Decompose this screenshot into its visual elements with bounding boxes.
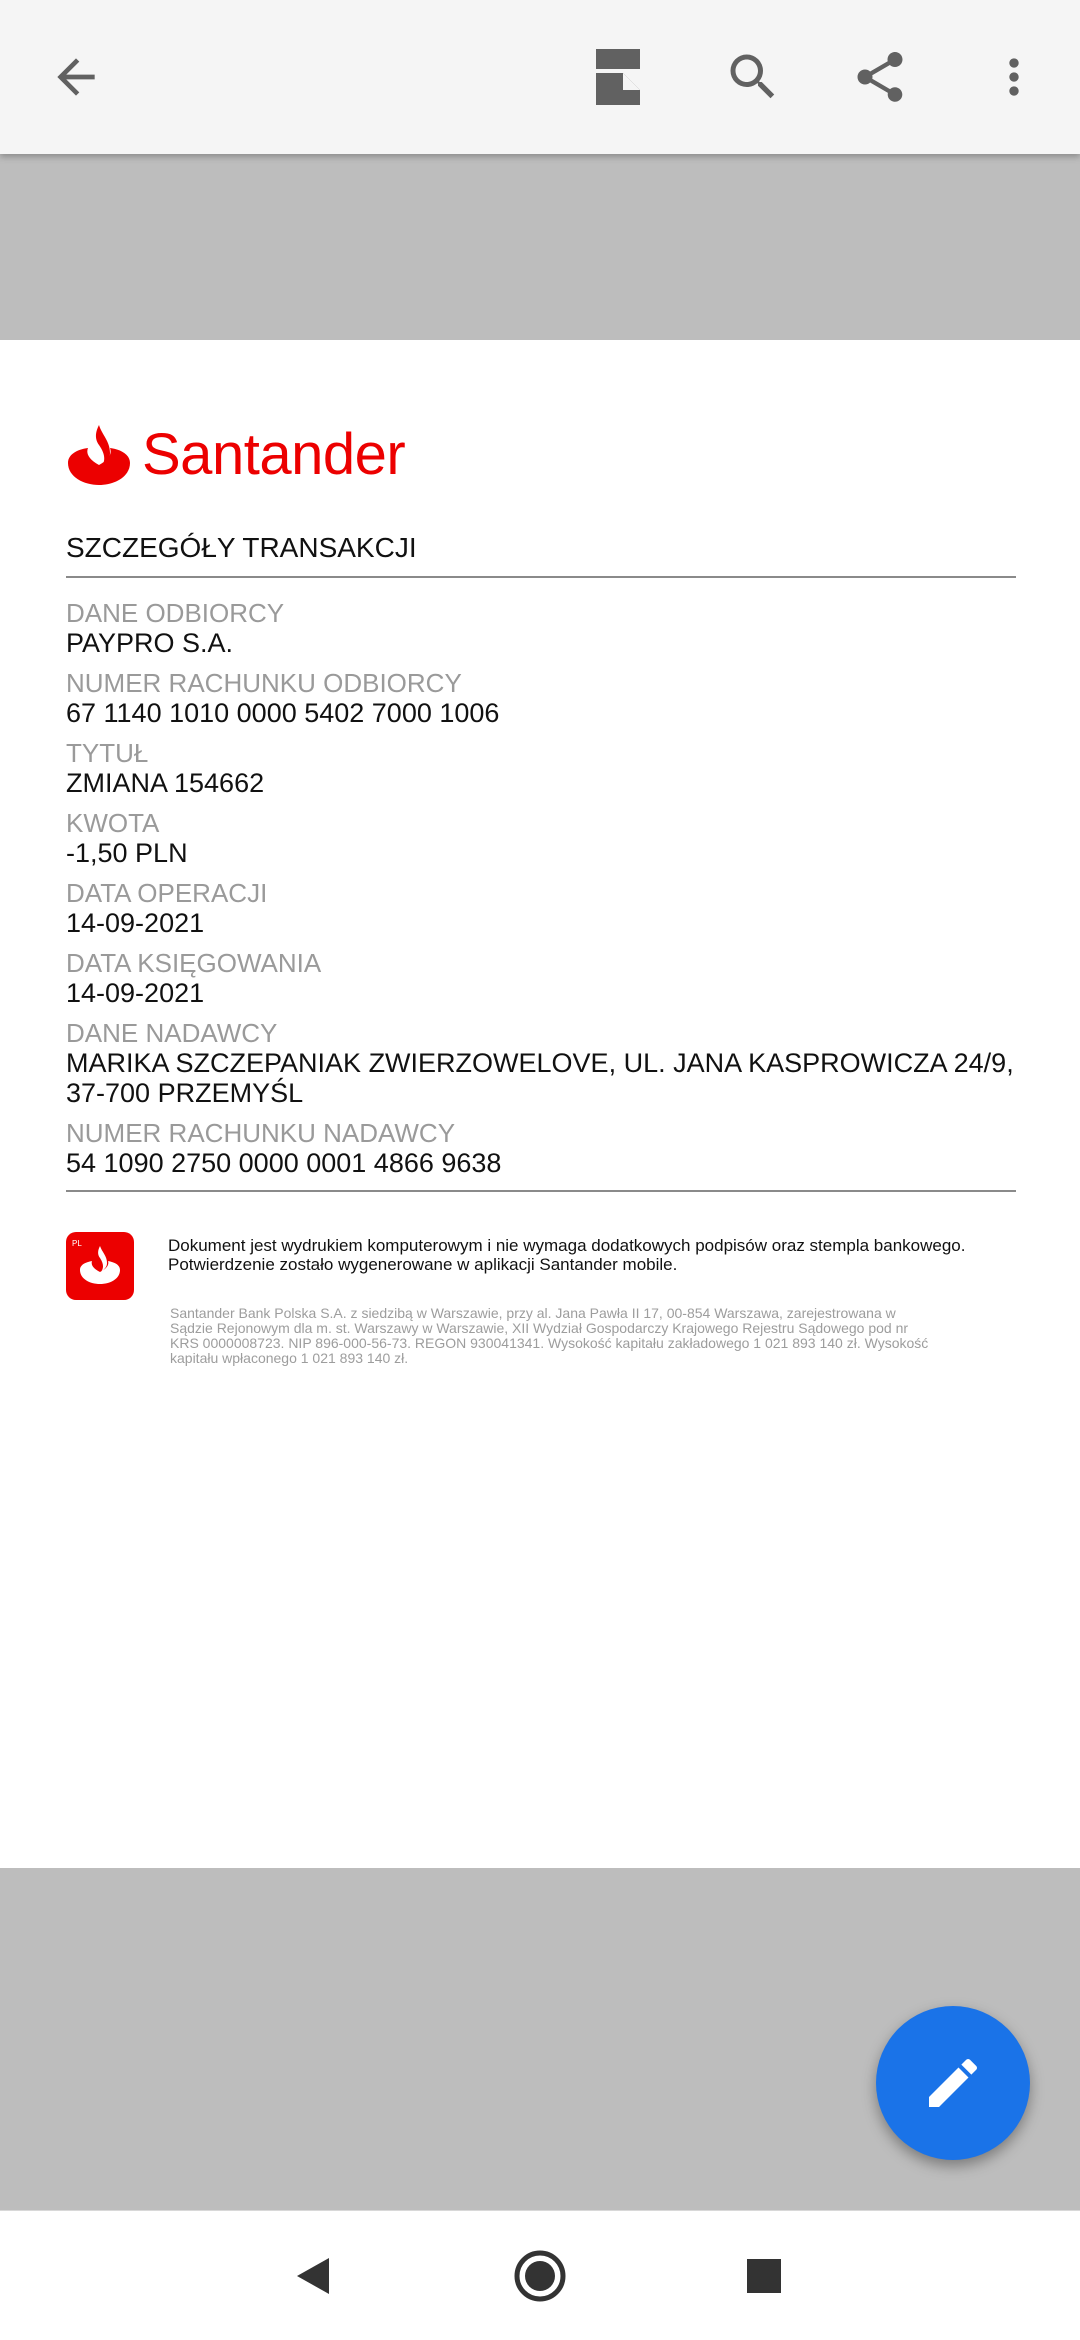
field-value: MARIKA SZCZEPANIAK ZWIERZOWELOVE, UL. JANA KASPROWICZA 24/9, 37-700 PRZEMYŚL xyxy=(66,1048,1014,1108)
field-label: DATA OPERACJI xyxy=(66,878,268,908)
field-recipient xyxy=(66,598,1016,658)
nav-back-button[interactable] xyxy=(273,2236,353,2316)
field-value: 14-09-2021 xyxy=(66,908,205,938)
search-icon[interactable] xyxy=(713,37,793,117)
section-title: SZCZEGÓŁY TRANSAKCJI xyxy=(66,532,1016,578)
field-label: TYTUŁ xyxy=(66,738,149,768)
edit-pencil-icon xyxy=(921,2051,985,2115)
field-recipient-account xyxy=(66,668,1016,728)
field-label: DATA KSIĘGOWANIA xyxy=(66,948,322,978)
app-badge-label: PL xyxy=(72,1239,82,1248)
nav-recents-square-icon xyxy=(746,2258,782,2294)
nav-home-button[interactable] xyxy=(500,2236,580,2316)
nav-recents-button[interactable] xyxy=(724,2236,804,2316)
field-amount xyxy=(66,808,1016,868)
santander-logo xyxy=(66,420,405,490)
edit-fab-button[interactable] xyxy=(876,2006,1030,2160)
field-value: PAYPRO S.A. xyxy=(66,628,234,658)
field-title xyxy=(66,738,1016,798)
field-label: NUMER RACHUNKU ODBIORCY xyxy=(66,668,462,698)
field-value: 14-09-2021 xyxy=(66,978,205,1008)
legal-footer-text: Santander Bank Polska S.A. z siedzibą w Warszawie, przy al. Jana Pawła II 17, 00-854 Warszawa, zarejestrowana w Sądzie Rejonowym dla m. st. Warszawy w Warszawie, XII Wydział Gospodarczy Krajowego Rejestru Sądowego pod nr KRS 0000008723. NIP 896-000-56-73. REGON 930041341. Wysokość kapitału zakładowego 1 021 893 140 zł. Wysokość kapitału wpłaconego 1 021 893 140 zł. xyxy=(170,1305,929,1366)
field-label: NUMER RACHUNKU NADAWCY xyxy=(66,1118,456,1148)
field-label: DANE ODBIORCY xyxy=(66,598,285,628)
field-value: 67 1140 1010 0000 5402 7000 1006 xyxy=(66,698,500,728)
field-label: KWOTA xyxy=(66,808,160,838)
back-arrow-icon[interactable] xyxy=(36,37,116,117)
field-value: ZMIANA 154662 xyxy=(66,768,265,798)
nav-home-circle-icon xyxy=(513,2249,567,2303)
santander-flame-icon xyxy=(66,423,132,487)
field-booking-date xyxy=(66,948,1016,1008)
santander-app-badge-icon xyxy=(66,1232,134,1300)
page-thumbnails-icon[interactable] xyxy=(578,37,658,117)
field-value: -1,50 PLN xyxy=(66,838,188,868)
divider xyxy=(66,1190,1016,1192)
system-nav-bar xyxy=(0,2210,1080,2340)
disclaimer-text: Dokument jest wydrukiem komputerowym i nie wymaga dodatkowych podpisów oraz stempla bankowego. Potwierdzenie zostało wygenerowane w aplikacji Santander mobile. xyxy=(168,1236,966,1274)
share-icon[interactable] xyxy=(840,37,920,117)
field-label: DANE NADAWCY xyxy=(66,1018,278,1048)
nav-back-triangle-icon xyxy=(293,2254,333,2298)
pdf-page xyxy=(0,340,1080,1868)
field-value: 54 1090 2750 0000 0001 4866 9638 xyxy=(66,1148,502,1178)
field-sender-account xyxy=(66,1118,1016,1178)
field-sender xyxy=(66,1018,1016,1108)
transaction-fields xyxy=(66,598,1016,1188)
top-app-bar xyxy=(0,0,1080,154)
brand-name: Santander xyxy=(142,422,406,487)
more-vert-icon[interactable] xyxy=(974,37,1054,117)
field-operation-date xyxy=(66,878,1016,938)
